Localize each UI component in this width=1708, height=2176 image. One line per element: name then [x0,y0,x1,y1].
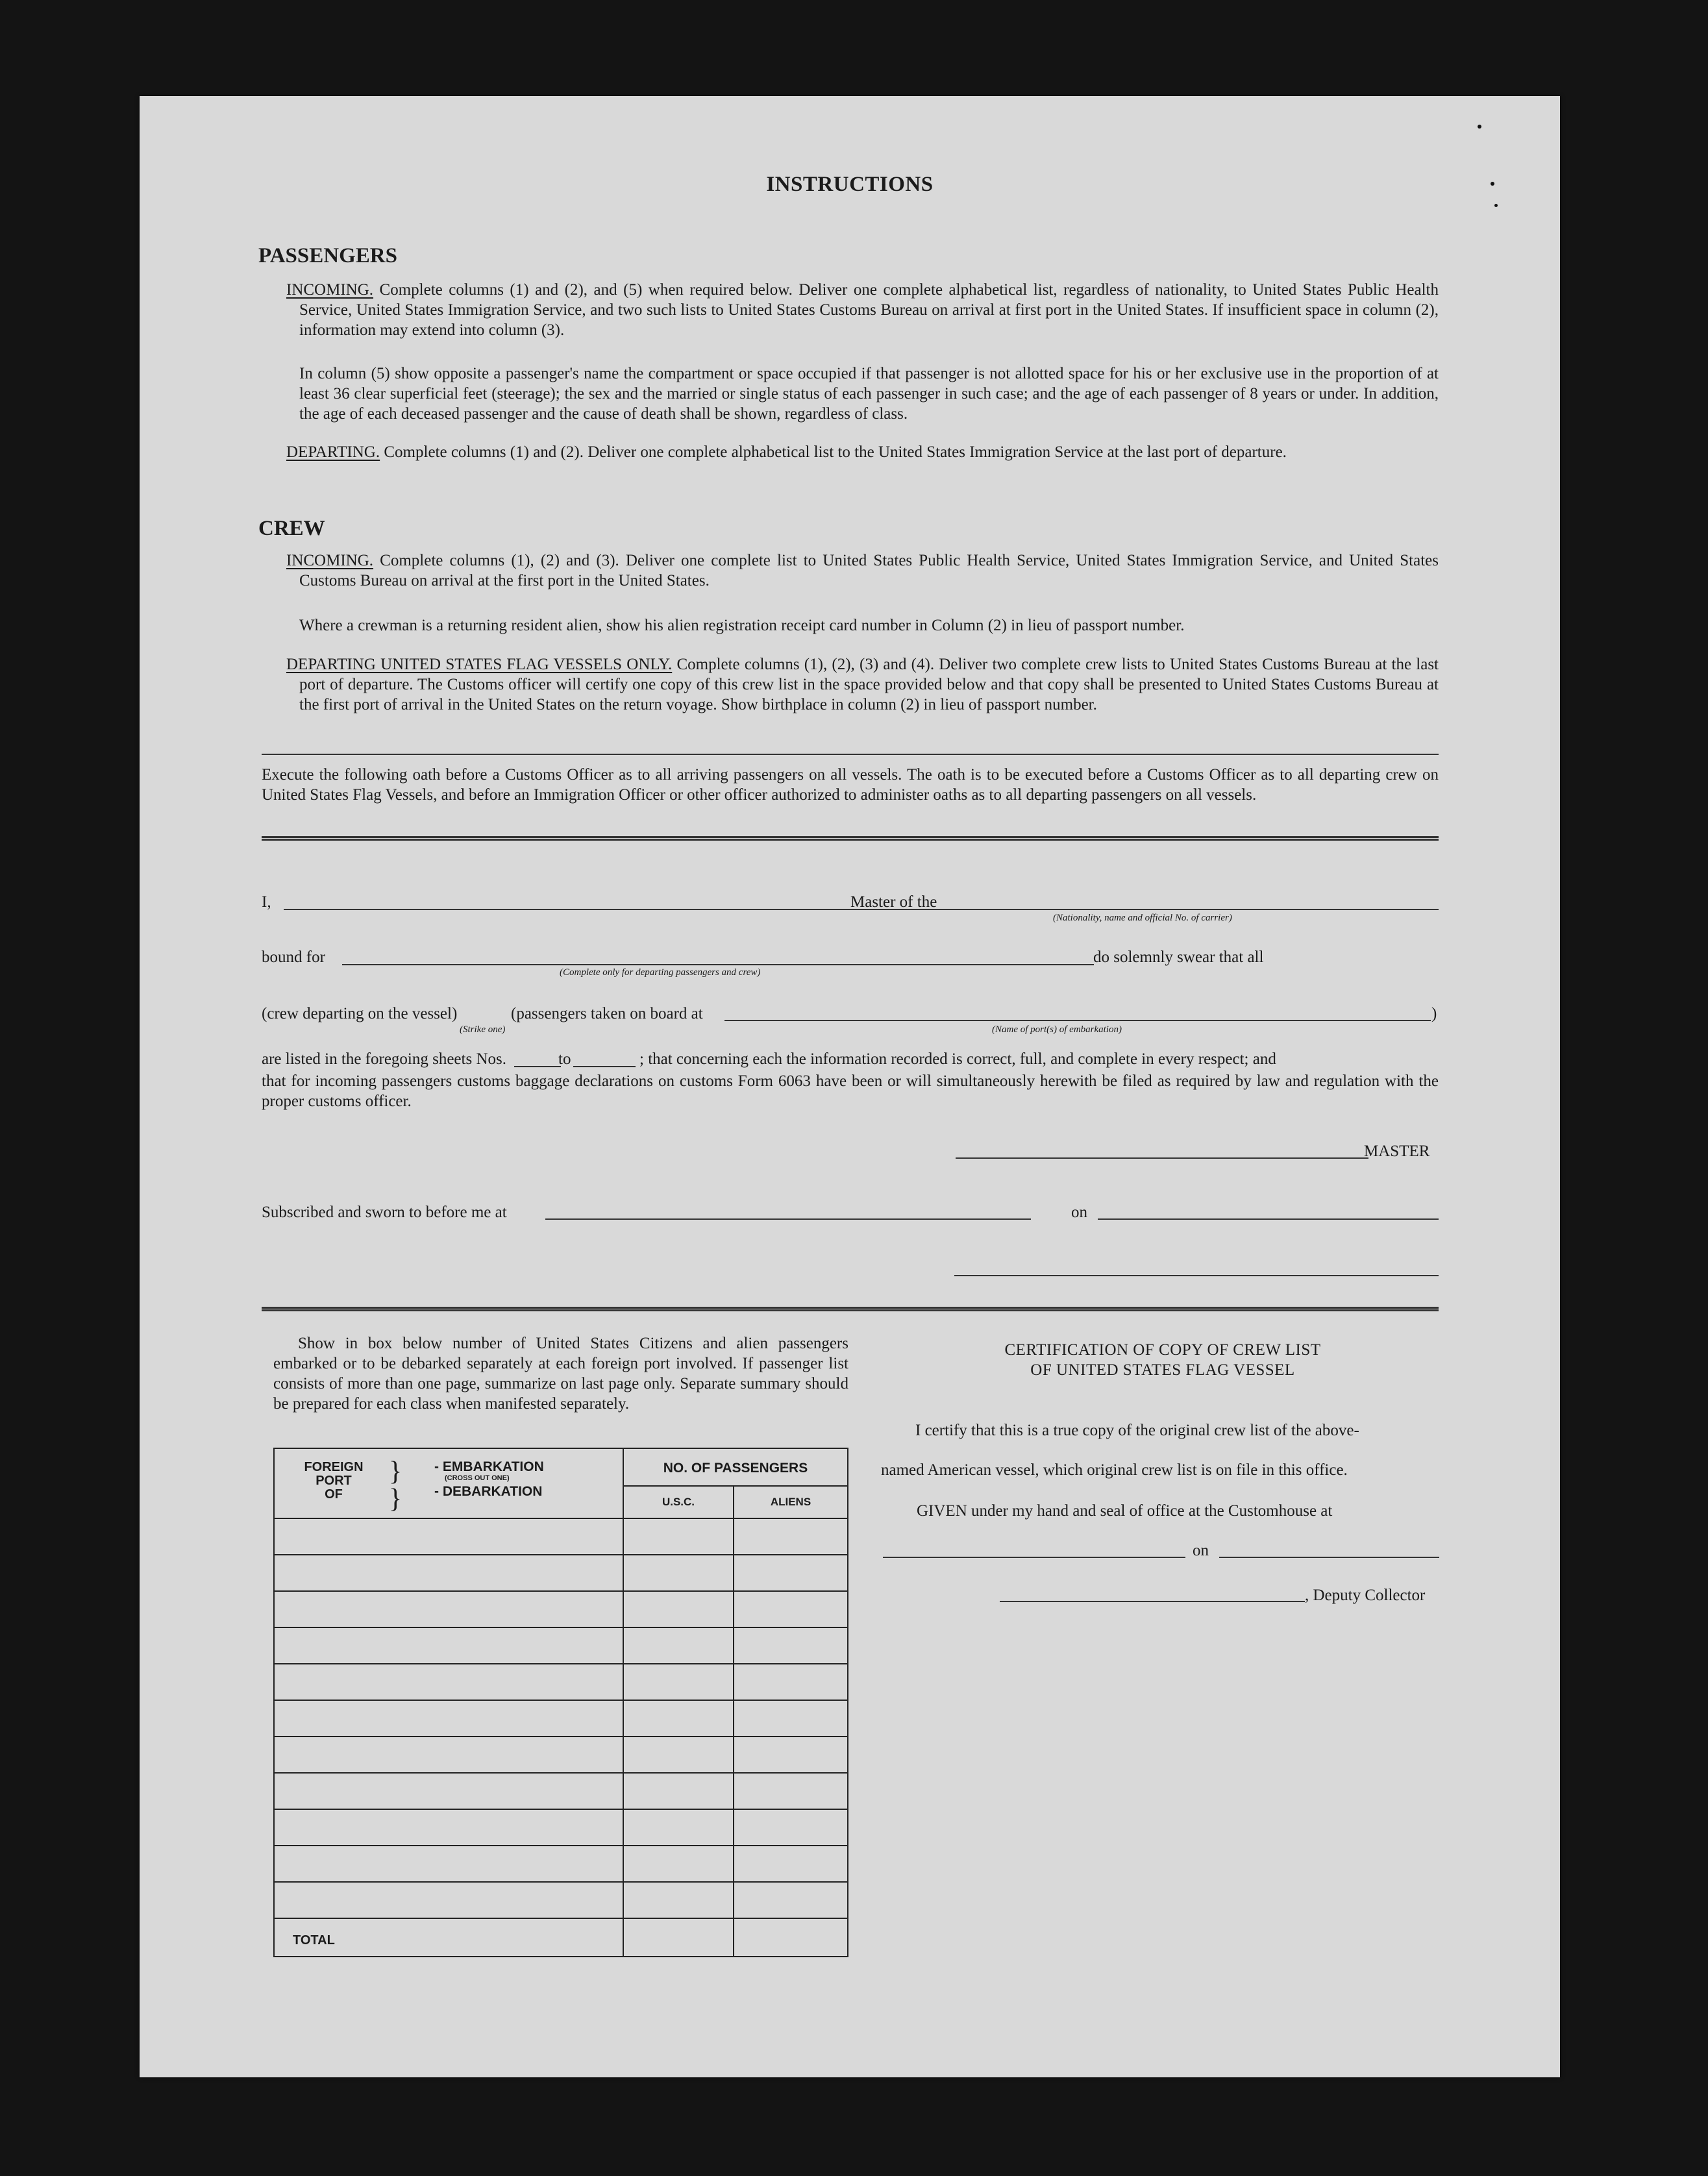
summary-text: Show in box below number of United States Citizens and alien passengers embarked or to be debarked separately at each foreign port involved. If passenger list consists of more than one page, summarize on last page only. Separate summary should be prepared for each class when manifested separately. [273,1335,848,1413]
listed-b-text: ; that concerning each the information recorded is correct, full, and complete in every respect; and [639,1050,1276,1068]
double-divider-2 [262,1307,1439,1311]
sworn-place-line[interactable] [545,1218,1031,1220]
ports-line[interactable] [724,1020,1431,1021]
listed-a-text: are listed in the foregoing sheets Nos. [262,1050,506,1068]
speck [1491,182,1494,186]
crew-departing-paragraph [286,654,1439,715]
passengers-incoming-paragraph [286,280,1439,340]
subscribed-label: Subscribed and sworn to before me at [262,1204,507,1221]
passenger-summary-table [273,1448,848,1957]
table-row-line [275,1918,847,1919]
passengers-incoming-text: Complete columns (1) and (2), and (5) when required below. Deliver one complete alphabetical list, regardless of nationality, to United States Public Health Service, United States Immigration Service, and two such lists to United States Customs Bureau on arrival at first port in the United States. If insufficient space in column (2), information may extend into column (3). [299,281,1439,339]
complete-only-note: (Complete only for departing passengers and crew) [560,967,761,978]
debarkation-header: - DEBARKATION [434,1484,543,1499]
divider [262,754,1439,755]
speck [1478,125,1481,129]
table-row-line [275,1881,847,1883]
passengers-taken-option: (passengers taken on board at [511,1005,703,1022]
deputy-collector-label: , Deputy Collector [1305,1587,1426,1604]
master-of-the-label: Master of the [850,893,937,911]
certify-on-label: on [1193,1542,1209,1559]
double-divider [262,836,1439,841]
certify-line-3: GIVEN under my hand and seal of office at the Customhouse at [917,1502,1333,1520]
table-row-line [275,1663,847,1664]
carrier-line[interactable] [954,909,1439,910]
table-row-line [275,1700,847,1701]
aliens-header: ALIENS [770,1496,811,1508]
passengers-departing-label: DEPARTING. [286,443,380,461]
sheet-to-line[interactable] [573,1066,636,1067]
crew-resident-paragraph: Where a crewman is a returning resident alien, show his alien registration receipt card number in Column (2) in lieu of passport number. [299,617,1185,634]
sheet-from-line[interactable] [514,1066,561,1067]
bound-for-line[interactable] [342,964,1094,965]
certification-heading [886,1340,1439,1380]
table-col-divider-2 [733,1485,734,1956]
passengers-heading: PASSENGERS [258,244,397,267]
table-row-line [275,1590,847,1592]
table-col-divider-1 [623,1449,624,1956]
close-paren: ) [1431,1005,1437,1022]
total-label: TOTAL [293,1933,335,1947]
table-row-line [275,1736,847,1737]
master-signature-label: MASTER [1364,1143,1430,1160]
table-row-line [275,1772,847,1774]
sworn-on-label: on [1071,1204,1087,1221]
header-foreign: FOREIGN [304,1460,364,1474]
table-row-line [275,1554,847,1555]
table-row-line [275,1809,847,1810]
certify-date-line[interactable] [1219,1557,1439,1558]
passengers-column5-paragraph: In column (5) show opposite a passenger's name the compartment or space occupied if that passenger is not allotted space for his or her exclusive use in the proportion of at least 36 clear superficial feet (steerage); the sex and the married or single status of each passenger in such case; and the age of each passenger of 8 years or under. In addition, the age of each deceased passenger and the cause of death shall be shown, regardless of class. [299,365,1439,423]
certification-heading-2: OF UNITED STATES FLAG VESSEL [1030,1361,1295,1379]
passengers-departing-text: Complete columns (1) and (2). Deliver one complete alphabetical list to the United States Immigration Service at the last port of departure. [384,443,1287,461]
customhouse-line[interactable] [883,1557,1185,1558]
speck [1494,204,1498,207]
deputy-signature-line[interactable] [1000,1601,1305,1602]
crew-departing-option: (crew departing on the vessel) [262,1005,458,1022]
oath-intro: Execute the following oath before a Customs Officer as to all arriving passengers on all vessels. The oath is to be executed before a Customs Officer as to all departing crew on United States Flag Vessels, and before an Immigration Officer or other officer authorized to administer oaths as to all departing passengers on all vessels. [262,766,1439,804]
oath-i-label: I, [262,893,271,911]
table-row-line [275,1518,847,1519]
crew-departing-label: DEPARTING UNITED STATES FLAG VESSELS ONLY. [286,656,673,673]
table-subheader-line [623,1485,847,1487]
crew-incoming-text: Complete columns (1), (2) and (3). Deliver one complete list to United States Public Health Service, United States Immigration Service, and United States Customs Bureau on arrival at the first port in the United States. [299,552,1439,589]
sworn-date-line[interactable] [1098,1218,1439,1220]
header-port: PORT [316,1474,352,1488]
table-row-line [275,1627,847,1628]
header-of: OF [325,1487,343,1502]
certify-line-2: named American vessel, which original crew list is on file in this office. [881,1461,1348,1479]
listed-c-text: that for incoming passengers customs baggage declarations on customs Form 6063 have been or will simultaneously herewith be filed as required by law and regulation with the proper customs officer. [262,1072,1439,1110]
master-signature-line[interactable] [956,1157,1368,1159]
swear-text: do solemnly swear that all [1093,948,1264,966]
no-passengers-header: NO. OF PASSENGERS [663,1461,808,1476]
passengers-departing-paragraph [286,442,1439,462]
strike-one-note: (Strike one) [460,1024,506,1035]
embarkation-header: - EMBARKATION [434,1459,544,1474]
crew-departing-text: Complete columns (1), (2), (3) and (4). Deliver two complete crew lists to United States Customs Bureau at the last port of departure. The Customs officer will certify one copy of this crew list in the space provided below and that copy shall be presented to United States Customs Bureau at the first port of arrival in the United States on the return voyage. Show birthplace in column (2) in lieu of passport number. [299,656,1439,713]
crew-incoming-paragraph [286,550,1439,591]
ports-note: (Name of port(s) of embarkation) [992,1024,1122,1035]
officer-signature-line[interactable] [954,1275,1439,1276]
table-row-line [275,1845,847,1846]
crew-heading: CREW [258,517,325,540]
foreign-port-header [285,1461,382,1502]
form-sheet [140,96,1560,2077]
page-title: INSTRUCTIONS [766,173,934,196]
bound-for-label: bound for [262,948,325,966]
certify-line-1: I certify that this is a true copy of the original crew list of the above- [915,1422,1359,1439]
listed-to-text: to [558,1050,571,1068]
usc-header: U.S.C. [662,1496,695,1508]
crew-incoming-label: INCOMING. [286,552,374,569]
nationality-note: (Nationality, name and official No. of carrier) [1053,913,1232,923]
cross-out-note: (CROSS OUT ONE) [445,1474,510,1482]
certification-heading-1: CERTIFICATION OF COPY OF CREW LIST [1004,1341,1321,1359]
passengers-incoming-label: INCOMING. [286,281,374,299]
brace-icon: } } [389,1457,402,1514]
